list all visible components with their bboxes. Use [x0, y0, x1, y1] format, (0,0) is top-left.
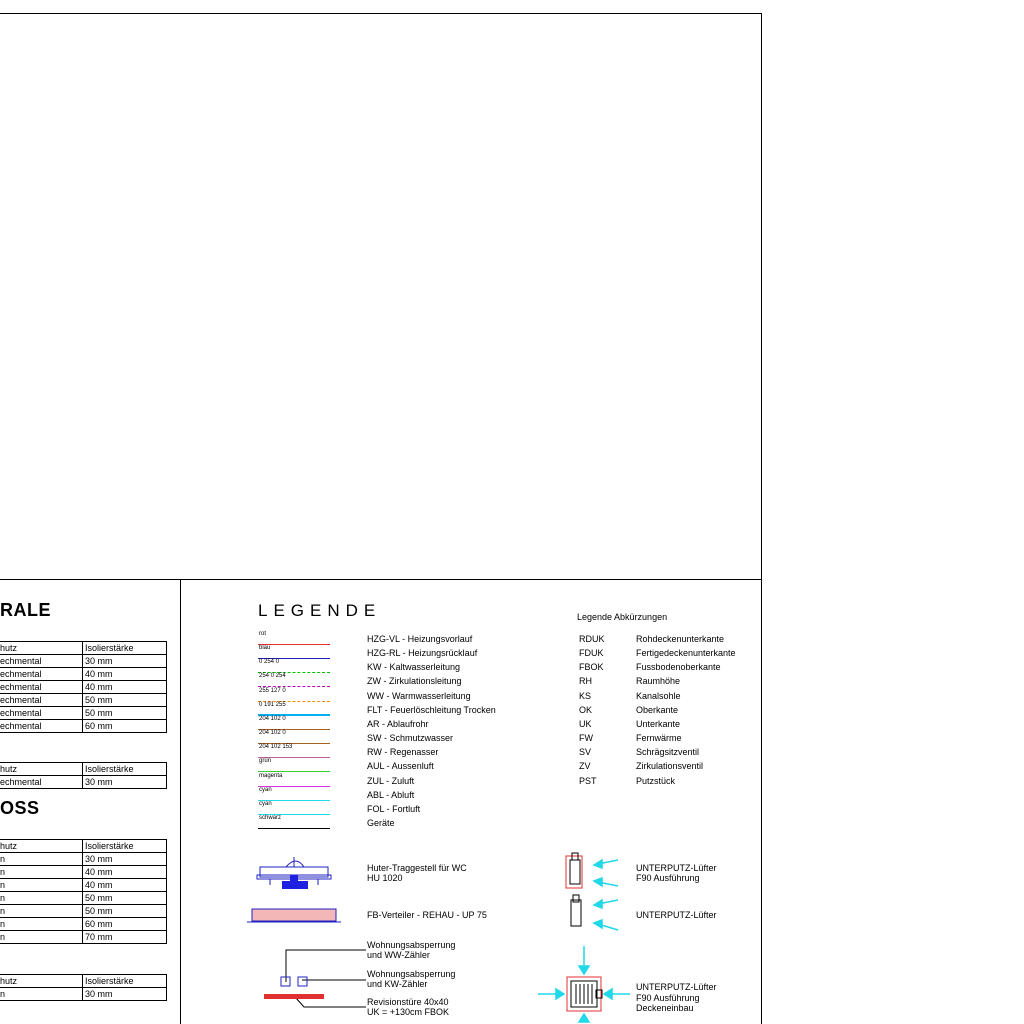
abbreviation-code: UK: [579, 718, 592, 729]
section-title-top: RALE: [0, 600, 51, 620]
fb-distributor-label: FB-Verteiler - REHAU - UP 75: [367, 910, 487, 920]
table-cell: n: [0, 905, 83, 918]
valve-meter-symbols: [262, 946, 372, 1012]
table-cell: 70 mm: [83, 931, 167, 944]
fan-ceiling-label-1: UNTERPUTZ-Lüfter: [636, 982, 717, 992]
table-row: [0, 866, 167, 879]
table-cell: 30 mm: [83, 853, 167, 866]
legend-line: [258, 828, 330, 829]
abbreviation-code: PST: [579, 775, 597, 786]
fan-f90-label-2: F90 Ausführung: [636, 873, 700, 883]
table-header-cell: hutz: [0, 763, 83, 776]
table-cell: 60 mm: [83, 918, 167, 931]
abbreviation-code: OK: [579, 704, 593, 715]
table-row: [0, 681, 167, 694]
legend-label: HZG-VL - Heizungsvorlauf: [367, 634, 473, 644]
table-cell: n: [0, 988, 83, 1001]
table-cell: n: [0, 918, 83, 931]
table-cell: 50 mm: [83, 694, 167, 707]
abbreviation-code: RH: [579, 676, 592, 687]
abbreviation-meaning: Schrägsitzventil: [636, 747, 700, 758]
table-header-row: [0, 763, 167, 776]
abbreviation-meaning: Fertigedeckenunterkante: [636, 648, 736, 659]
table-cell: n: [0, 892, 83, 905]
table-header-row: [0, 840, 167, 853]
table-cell: 60 mm: [83, 720, 167, 733]
abbreviation-code: RDUK: [579, 634, 605, 644]
table-cell: echmental: [0, 776, 83, 789]
abbreviation-code: ZV: [579, 761, 591, 772]
fan-f90-label-1: UNTERPUTZ-Lüfter: [636, 863, 717, 873]
table-row: [0, 931, 167, 944]
table-row: [0, 655, 167, 668]
table-cell: echmental: [0, 668, 83, 681]
revision-door-label-1: Revisionstüre 40x40: [367, 997, 449, 1007]
table-cell: 30 mm: [83, 988, 167, 1001]
table-header-cell: hutz: [0, 642, 83, 655]
abbreviation-meaning: Fussbodenoberkante: [636, 662, 721, 673]
legend-label: FOL - Fortluft: [367, 803, 421, 814]
legend-label: AUL - Aussenluft: [367, 761, 434, 772]
wc-frame-label-2: HU 1020: [367, 873, 403, 883]
table-cell: 50 mm: [83, 892, 167, 905]
title-block-column-divider: [180, 579, 181, 1024]
legend-swatch-label: cyan: [259, 786, 272, 793]
table-header-row: [0, 975, 167, 988]
kw-valve-label-1: Wohnungsabsperrung: [367, 969, 456, 979]
legend-swatch-label: schwarz: [259, 814, 282, 821]
abbreviation-meaning: Putzstück: [636, 775, 676, 786]
legend-label: ABL - Abluft: [367, 789, 415, 800]
insulation-table-2: [0, 762, 167, 789]
table-row: [0, 776, 167, 789]
table-header-row: [0, 642, 167, 655]
abbreviation-meaning: Fernwärme: [636, 733, 682, 744]
table-cell: 30 mm: [83, 776, 167, 789]
table-cell: 30 mm: [83, 655, 167, 668]
abbreviation-code: FW: [579, 733, 593, 744]
table-row: [0, 905, 167, 918]
table-cell: n: [0, 866, 83, 879]
legend-label: Geräte: [367, 817, 395, 828]
abbreviation-meaning: Kanalsohle: [636, 690, 681, 701]
abbreviation-code: FBOK: [579, 662, 604, 673]
legende-title: LEGENDE: [258, 601, 382, 620]
table-cell: echmental: [0, 681, 83, 694]
legend-swatch-label: cyan: [259, 800, 272, 807]
legend-swatch-label: 0 191 255: [259, 701, 286, 708]
legend-label: HZG-RL - Heizungsrücklauf: [367, 648, 478, 659]
legend-label: RW - Regenasser: [367, 747, 439, 758]
legend-label: FLT - Feuerlöschleitung Trocken: [367, 704, 496, 715]
wc-frame-symbol: [256, 855, 334, 891]
table-cell: echmental: [0, 655, 83, 668]
revision-door-label-2: UK = +130cm FBOK: [367, 1007, 450, 1017]
fan-ceiling-label-2: F90 Ausführung: [636, 993, 700, 1003]
legend-label: WW - Warmwasserleitung: [367, 690, 471, 701]
table-row: [0, 720, 167, 733]
fb-distributor-symbol: [247, 906, 341, 924]
abbreviation-meaning: Raumhöhe: [636, 676, 681, 687]
ww-valve-label-2: und WW-Zähler: [367, 950, 430, 960]
abbreviation-code: KS: [579, 690, 592, 701]
table-cell: n: [0, 931, 83, 944]
abbreviation-meaning: Oberkante: [636, 704, 679, 715]
table-row: [0, 879, 167, 892]
abbreviation-code: FDUK: [579, 648, 604, 659]
table-cell: 50 mm: [83, 905, 167, 918]
table-row: [0, 918, 167, 931]
table-row: [0, 707, 167, 720]
insulation-table-4: [0, 974, 167, 1001]
table-row: [0, 988, 167, 1001]
table-cell: 40 mm: [83, 681, 167, 694]
section-title-bottom: OSS: [0, 798, 40, 818]
table-cell: echmental: [0, 694, 83, 707]
table-header-cell: hutz: [0, 840, 83, 853]
wc-frame-label-1: Huter-Traggestell für WC: [367, 863, 467, 873]
fan-ceiling-label-3: Deckeneinbau: [636, 1003, 694, 1013]
table-header-cell: Isolierstärke: [83, 763, 167, 776]
kw-valve-label-2: und KW-Zähler: [367, 979, 428, 989]
legend-swatch-label: grün: [259, 758, 272, 765]
legend-swatch-label: rot: [259, 631, 267, 637]
table-header-cell: hutz: [0, 975, 83, 988]
table-cell: echmental: [0, 720, 83, 733]
table-cell: 40 mm: [83, 879, 167, 892]
fan-f90-symbol: [562, 850, 624, 892]
abbreviation-code: SV: [579, 747, 592, 758]
insulation-table-1: [0, 641, 167, 733]
abbreviation-meaning: Rohdeckenunterkante: [636, 634, 725, 644]
ww-valve-label-1: Wohnungsabsperrung: [367, 940, 456, 950]
legend-label: SW - Schmutzwasser: [367, 733, 454, 744]
legend-swatch-label: 204 102 0: [259, 730, 286, 737]
abbreviation-meaning: Zirkulationsventil: [636, 761, 704, 772]
legend-label: ZUL - Zuluft: [367, 775, 415, 786]
legend-swatch-label: 204 102 0: [259, 715, 286, 722]
abbreviations-title: Legende Abkürzungen: [577, 612, 668, 622]
legend-swatch-label: 0 254 0: [259, 659, 280, 666]
legend-swatch-label: 204 102 153: [259, 744, 293, 751]
table-header-cell: Isolierstärke: [83, 840, 167, 853]
legend-swatch-label: 255 127 0: [259, 687, 286, 694]
table-header-cell: Isolierstärke: [83, 975, 167, 988]
legend-swatch: [258, 814, 330, 831]
table-cell: 40 mm: [83, 668, 167, 681]
table-row: [0, 853, 167, 866]
fan-symbol: [562, 892, 624, 934]
fan-label: UNTERPUTZ-Lüfter: [636, 910, 717, 920]
table-cell: 50 mm: [83, 707, 167, 720]
title-block-divider: [0, 579, 762, 580]
table-row: [0, 892, 167, 905]
table-cell: n: [0, 879, 83, 892]
table-row: [0, 694, 167, 707]
table-cell: echmental: [0, 707, 83, 720]
insulation-table-3: [0, 839, 167, 944]
legend-swatch-label: magenta: [259, 772, 283, 779]
table-row: [0, 668, 167, 681]
legend-label: KW - Kaltwasserleitung: [367, 662, 461, 673]
abbreviation-meaning: Unterkante: [636, 718, 681, 729]
legend-swatch-label: 254 0 254: [259, 673, 286, 680]
legend-swatch-label: blau: [259, 645, 271, 652]
fan-ceiling-symbol: [536, 944, 632, 1024]
table-header-cell: Isolierstärke: [83, 642, 167, 655]
table-cell: 40 mm: [83, 866, 167, 879]
legend-label: ZW - Zirkulationsleitung: [367, 676, 462, 687]
table-cell: n: [0, 853, 83, 866]
legend-label: AR - Ablaufrohr: [367, 718, 429, 729]
